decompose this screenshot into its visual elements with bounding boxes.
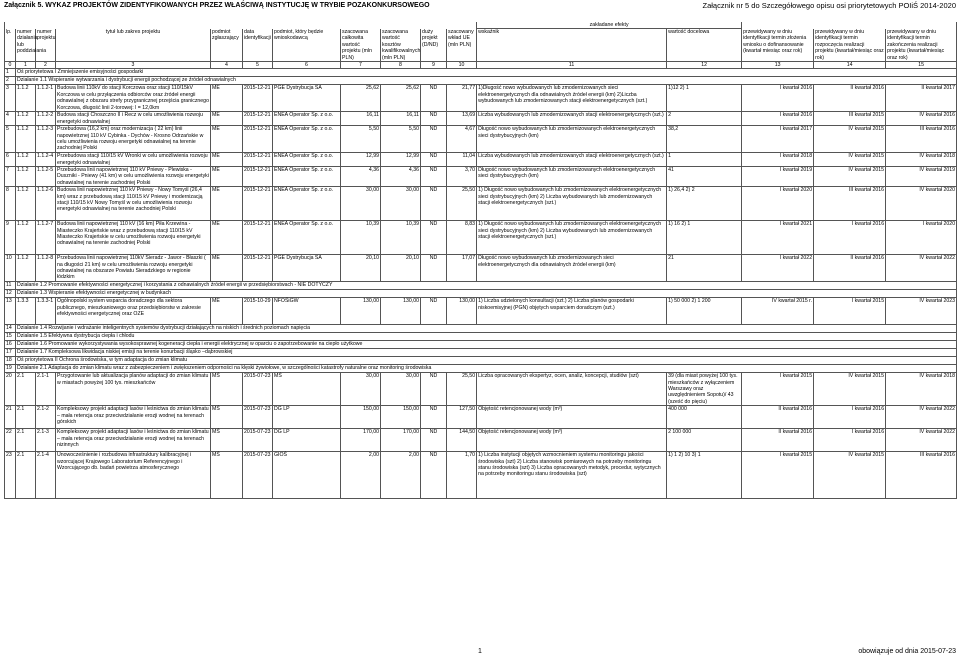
application-date: I kwartał 2015: [742, 373, 814, 406]
large-project-flag: ND: [421, 429, 447, 452]
project-number: 2.1-1: [36, 373, 56, 406]
action-number: 1.1.2: [16, 85, 36, 112]
end-date: IV kwartał 2023: [886, 298, 957, 325]
project-number: 1.1.2-5: [36, 166, 56, 186]
identification-date: 2015-12-21: [243, 112, 273, 126]
project-number: 2.1-3: [36, 429, 56, 452]
section-title: Działanie 1.1 Wspieranie wytwarzania i dystrybucji energii pochodzącej ze źródeł odnawialnych: [16, 77, 957, 85]
col-number: 11: [477, 61, 667, 68]
project-title: Budowa linii 110kV do stacji Korczowa oraz stacji 110/15kV Korczowa w celu przyłączenia odbiorców oraz źródeł energii odnawialnej z obszaru strefy przygranicznej przejścia granicznego Korczowa, długość linii 2-torowej: l = 12,0km: [57, 85, 209, 111]
identification-date: 2015-12-21: [243, 166, 273, 186]
row-number: 7: [5, 166, 16, 186]
eu-contribution: 25,50: [447, 373, 477, 406]
start-date: I kwartał 2016: [814, 406, 886, 429]
applicant: PGE Dystrybucja SA: [273, 85, 341, 112]
end-date: IV kwartał 2018: [886, 373, 957, 406]
section-title: Działanie 2.1 Adaptacja do zmian klimatu wraz z zabezpieczeniem i zwiększeniem odporności na klęski żywiołowe, w szczególności katastrofy naturalne oraz monitoring środowiska: [16, 365, 957, 373]
eligible-costs: 12,99: [381, 153, 421, 167]
appendix-note: Załącznik nr 5 do Szczegółowego opisu osi priorytetowych POIiŚ 2014-2020: [702, 1, 956, 10]
total-value: 5,50: [341, 126, 381, 153]
submitter: ME: [211, 85, 243, 112]
project-title: Przebudowa linii napowietrznej 110 kV Pniewy - Plewiska - Duszniki - Pniewy (41 km) w celu umożliwienia rozwoju energetyki odnawialnej na terenie zachodniej Polski: [57, 166, 209, 186]
project-title: Kompleksowy projekt adaptacji lasów i leśnictwa do zmian klimatu – mała retencja oraz przeciwdziałanie erozji wodnej na terenach nizinnych: [56, 429, 211, 452]
header-target-value: wartość docelowa: [667, 29, 742, 62]
applicant: ENEA Operator Sp. z o.o.: [273, 187, 341, 221]
application-date: I kwartał 2015: [742, 452, 814, 499]
row-number: 13: [5, 298, 16, 325]
section-title: Oś priorytetowa I Zmniejszenie emisyjności gospodarki: [16, 69, 957, 77]
end-date: III kwartał 2016: [886, 452, 957, 499]
header-effects-group: zakładane efekty: [477, 22, 742, 29]
target-value: 1) 50 000 2) 1 200: [667, 298, 742, 325]
submitter: ME: [211, 112, 243, 126]
applicant: DG LP: [273, 406, 341, 429]
project-row: [5, 187, 957, 221]
section-row: [5, 341, 957, 349]
action-number: 1.1.2: [16, 255, 36, 282]
header-eu-contribution: szacowany wkład UE (mln PLN): [447, 29, 477, 62]
project-title: Przebudowa (16,2 km) oraz modernizacja ( 22 km) linii napowietrznej 110 kV Cybinka - Dychów - Krosno Odrzańskie w celu umożliwienia rozwoju energetyki odnawialnej na terenie zachodniej Polski: [56, 126, 211, 153]
section-row: [5, 333, 957, 341]
large-project-flag: ND: [421, 166, 447, 186]
identification-date: 2015-12-21: [243, 221, 273, 255]
eligible-costs: 16,11: [381, 112, 421, 126]
row-number: 14: [5, 325, 16, 333]
indicator: Objętość retencjonowanej wody (m³): [477, 429, 667, 452]
header-action-number: numer działania lub poddziałania: [16, 29, 36, 62]
project-number: 1.1.2-4: [36, 153, 56, 167]
indicator: 1)Długość nowo wybudowanych lub zmodernizowanych sieci elektroenergetycznych dla odnawialnych źródeł energii (km) 2)Liczba wybudowanych lub zmodernizowanych stacji elektroenergetycznych (szt.): [477, 85, 667, 112]
target-value: 2: [667, 112, 742, 126]
target-value: 1)12 2) 1: [667, 85, 742, 112]
section-title: Działanie 1.3 Wspieranie efektywności energetycznej w budynkach: [16, 290, 957, 298]
end-date: II kwartał 2017: [886, 85, 957, 112]
row-number: 22: [5, 429, 16, 452]
eu-contribution: 13,69: [447, 112, 477, 126]
eligible-costs: 150,00: [381, 406, 421, 429]
applicant: ENEA Operator Sp. z o.o.: [273, 166, 341, 186]
total-value: 25,62: [341, 85, 381, 112]
row-number: 1: [5, 69, 16, 77]
col-number: 9: [421, 61, 447, 68]
project-number: 2.1-4: [36, 452, 56, 499]
start-date: IV kwartał 2015: [814, 126, 886, 153]
submitter: ME: [211, 166, 243, 186]
end-date: IV kwartał 2022: [886, 429, 957, 452]
header-eligible-costs: szacowana wartość kosztów kwalifikowalnych (mln PLN): [382, 28, 421, 61]
eligible-costs: 170,00: [381, 429, 421, 452]
col-number: 12: [667, 61, 742, 68]
section-row: [5, 365, 957, 373]
total-value: 10,39: [341, 221, 381, 255]
end-date: IV kwartał 2016: [886, 112, 957, 126]
project-number: 1.1.2-6: [36, 187, 56, 221]
eligible-costs: 5,50: [381, 126, 421, 153]
project-row: [5, 298, 957, 325]
row-number: 10: [5, 255, 16, 282]
start-date: II kwartał 2016: [814, 255, 886, 282]
applicant: MŚ: [273, 373, 341, 406]
applicant: ENEA Operator Sp. z o.o.: [273, 126, 341, 153]
large-project-flag: ND: [421, 298, 447, 325]
action-number: 1.1.2: [16, 166, 36, 186]
end-date: IV kwartał 2020: [886, 187, 957, 221]
indicator: Liczba opracowanych ekspertyz, ocen, analiz, koncepcji, studiów (szt): [477, 373, 667, 406]
row-number: 3: [5, 85, 16, 112]
eu-contribution: 144,50: [447, 429, 477, 452]
eu-contribution: 127,50: [447, 406, 477, 429]
indicator: Liczba wybudowanych lub zmodernizowanych stacji elektroenergetycznych (szt.): [477, 153, 667, 167]
start-date: IV kwartał 2015: [814, 373, 886, 406]
project-row: [5, 126, 957, 153]
indicator: Liczba wybudowanych lub zmodernizowanych stacji elektroenergetycznych (szt.): [477, 112, 667, 126]
end-date: I kwartał 2020: [886, 221, 957, 255]
project-title: Przygotowanie lub aktualizacja planów adaptacji do zmian klimatu w miastach powyżej 100 tys. mieszkańców: [56, 373, 211, 406]
indicator: 1) Liczba instytucji objętych wzmocnieniem systemu monitoringu jakości środowiska (szt) 2) Liczba stanowisk pomiarowych na potrzeby monitoringu stanu środowiska (szt) 3) Liczba opracowanych metodyk, procedur, wytycznych na potrzeby monitoringu stanu środowiska (szt): [477, 452, 667, 499]
section-row: [5, 77, 957, 85]
eligible-costs: 30,00: [381, 187, 421, 221]
applicant: ENEA Operator Sp. z o.o.: [273, 112, 341, 126]
section-row: [5, 290, 957, 298]
action-number: 2.1: [16, 452, 36, 499]
col-number: 10: [447, 61, 477, 68]
project-title: Budowa linii napowietrznej 110 kV (16 km) Piła Krzewina - Miasteczko Krajeńskie wraz z przebudową stacji 110/15 kV Miasteczko Krajeńskie w celu umożliwienia rozwoju energetyki odnawialnej na terenie zachodniej Polski: [56, 221, 211, 255]
section-title: Oś priorytetowa II Ochrona środowiska, w tym adaptacja do zmian klimatu: [16, 357, 957, 365]
large-project-flag: ND: [421, 153, 447, 167]
large-project-flag: ND: [421, 187, 447, 221]
application-date: I kwartał 2022: [742, 255, 814, 282]
end-date: IV kwartał 2019: [886, 166, 957, 186]
action-number: 2.1: [16, 406, 36, 429]
col-number: 15: [886, 61, 957, 68]
row-number: 9: [5, 221, 16, 255]
applicant: NFOŚiGW: [273, 298, 341, 325]
identification-date: 2015-12-21: [243, 153, 273, 167]
identification-date: 2015-07-23: [243, 373, 273, 406]
row-number: 23: [5, 452, 16, 499]
header-large-project: duży projekt (D/ND): [421, 29, 447, 62]
header-project-title: tytuł lub zakres projektu: [56, 29, 211, 62]
eu-contribution: 25,50: [447, 187, 477, 221]
col-number: 0: [5, 61, 16, 68]
eligible-costs: 10,39: [381, 221, 421, 255]
col-number: 13: [742, 61, 814, 68]
start-date: I kwartał 2015: [814, 298, 886, 325]
eu-contribution: 21,77: [447, 85, 477, 112]
identification-date: 2015-12-21: [243, 126, 273, 153]
header-applicant: podmiot, który będzie wnioskodawcą: [273, 29, 341, 62]
section-row: [5, 325, 957, 333]
eu-contribution: 17,07: [447, 255, 477, 282]
large-project-flag: ND: [421, 255, 447, 282]
end-date: III kwartał 2016: [886, 126, 957, 153]
row-number: 21: [5, 406, 16, 429]
eu-contribution: 4,67: [447, 126, 477, 153]
applicant: DG LP: [273, 429, 341, 452]
application-date: I kwartał 2020: [742, 187, 814, 221]
project-row: [5, 373, 957, 406]
identification-date: 2015-07-23: [243, 429, 273, 452]
col-number: 7: [341, 61, 381, 68]
header-total-value: szacowana całkowita wartość projektu (mln PLN): [341, 29, 381, 62]
total-value: 30,00: [341, 373, 381, 406]
eu-contribution: 3,70: [447, 166, 477, 186]
eligible-costs: 4,36: [381, 166, 421, 186]
submitter: ME: [211, 187, 243, 221]
target-value: 1: [667, 153, 742, 167]
submitter: ME: [211, 298, 243, 325]
col-number: 6: [273, 61, 341, 68]
col-number: 1: [16, 61, 36, 68]
identification-date: 2015-12-21: [243, 85, 273, 112]
col-number: 8: [381, 61, 421, 68]
effective-date: obowiązuje od dnia 2015-07-23: [858, 648, 956, 655]
total-value: 16,11: [341, 112, 381, 126]
project-title: Przebudowa linii napowietrznej 110kV Sieradz - Jawor - Błaszki ( na długości 21 km) w celu umożliwienia rozwoju energetyki odnawialnej na obszarze Powiatu Sieradzkiego w regionie łódzkim: [56, 255, 211, 282]
header-lp: lp.: [5, 29, 16, 62]
total-value: 2,00: [341, 452, 381, 499]
eligible-costs: 130,00: [381, 298, 421, 325]
start-date: III kwartał 2015: [814, 112, 886, 126]
header-project-number: numer projektu: [36, 29, 56, 62]
total-value: 30,00: [341, 187, 381, 221]
applicant: GIOŚ: [273, 452, 341, 499]
action-number: 1.1.2: [16, 187, 36, 221]
applicant: ENEA Operator Sp. z o.o.: [273, 221, 341, 255]
indicator: 1) Długość nowo wybudowanych lub zmodernizowanych elektroenergetycznych sieci dystrybucyjnych (km) 2) Liczba wybudowanych lub zmodernizowanych stacji elektroenergetycznych (szt.): [477, 221, 667, 255]
target-value: 400 000: [667, 406, 742, 429]
project-title: Unowocześnienie i rozbudowa infrastruktury kalibracyjnej i wzorcującej Krajowego Laboratorium Referencyjnego i Wzorcującego db. badań powietrza atmosferycznego: [56, 452, 211, 499]
application-date: I kwartał 2017: [742, 126, 814, 153]
eu-contribution: 8,83: [447, 221, 477, 255]
col-number: 2: [36, 61, 56, 68]
section-title: Działanie 1.6 Promowanie wykorzystywania wysokosprawnej kogeneracji ciepła i energii elektrycznej w oparciu o zapotrzebowanie na ciepło użytkowe: [16, 341, 957, 349]
section-title: Działanie 1.5 Efektywna dystrybucja ciepła i chłodu: [16, 333, 957, 341]
application-date: I kwartał 2016: [742, 85, 814, 112]
action-number: 1.3.3: [16, 298, 36, 325]
total-value: 12,99: [341, 153, 381, 167]
row-number: 8: [5, 187, 16, 221]
section-title: Działanie 1.7 Kompleksowa likwidacja niskiej emisji na terenie konurbacji śląsko –dąbrowskiej: [16, 349, 957, 357]
start-date: IV kwartał 2015: [814, 153, 886, 167]
row-number: 12: [5, 290, 16, 298]
action-number: 1.1.2: [16, 112, 36, 126]
project-row: [5, 153, 957, 167]
header-start-date: przewidywany w dniu identyfikacji termin rozpoczęcia realizacji projektu (kwartał/miesiąc oraz rok): [815, 28, 884, 61]
row-number: 20: [5, 373, 16, 406]
project-number: 1.1.2-8: [36, 255, 56, 282]
row-number: 16: [5, 341, 16, 349]
indicator: Długość nowo wybudowanych lub zmodernizowanych sieci elektroenergetycznych dla odnawialnych źródeł energii (km): [477, 255, 667, 282]
row-number: 5: [5, 126, 16, 153]
submitter: MŚ: [211, 406, 243, 429]
row-number: 11: [5, 282, 16, 290]
eu-contribution: 11,04: [447, 153, 477, 167]
application-date: I kwartał 2018: [742, 153, 814, 167]
application-date: II kwartał 2016: [742, 406, 814, 429]
row-number: 18: [5, 357, 16, 365]
submitter: MŚ: [211, 429, 243, 452]
project-number: 1.1.2-7: [36, 221, 56, 255]
total-value: 4,36: [341, 166, 381, 186]
project-row: [5, 406, 957, 429]
indicator: Objętość retencjonowanej wody (m³): [477, 406, 667, 429]
end-date: IV kwartał 2018: [886, 153, 957, 167]
row-number: 6: [5, 153, 16, 167]
application-date: I kwartał 2021: [742, 221, 814, 255]
section-row: [5, 69, 957, 77]
start-date: IV kwartał 2015: [814, 452, 886, 499]
applicant: ENEA Operator Sp. z o.o.: [273, 153, 341, 167]
start-date: IV kwartał 2015: [814, 166, 886, 186]
target-value: 21: [667, 255, 742, 282]
section-title: Działanie 1.2 Promowanie efektywności energetycznej i korzystania z odnawialnych źródeł energii w przedsiębiorstwach - NIE DOTYCZY: [16, 282, 957, 290]
project-title: Budowa linii napowietrznej 110 kV Pniewy - Nowy Tomyśl (26,4 km) wraz z przebudową stacji 110/15 kV Pniewy i modernizacją stacji 110/15 kV Nowy Tomyśl w celu umożliwienia rozwoju energetyki odnawialnej na terenie zachodniej Polski: [56, 187, 211, 221]
row-number: 19: [5, 365, 16, 373]
submitter: ME: [211, 153, 243, 167]
target-value: 1) 16 2) 1: [667, 221, 742, 255]
action-number: 1.1.2: [16, 221, 36, 255]
application-date: II kwartał 2016: [742, 429, 814, 452]
col-number: 3: [56, 61, 211, 68]
header-submitter: podmiot zgłaszający: [211, 29, 243, 62]
row-number: 15: [5, 333, 16, 341]
project-number: 1.1.2-3: [36, 126, 56, 153]
section-row: [5, 282, 957, 290]
project-number: 1.3.3-1: [36, 298, 56, 325]
target-value: 38,2: [667, 126, 742, 153]
eligible-costs: 20,10: [381, 255, 421, 282]
total-value: 20,10: [341, 255, 381, 282]
project-row: [5, 112, 957, 126]
submitter: MŚ: [211, 452, 243, 499]
identification-date: 2015-07-23: [243, 452, 273, 499]
application-date: I kwartał 2016: [742, 112, 814, 126]
application-date: I kwartał 2019: [742, 166, 814, 186]
projects-table: [4, 22, 957, 499]
project-row: [5, 255, 957, 282]
start-date: I kwartał 2016: [814, 429, 886, 452]
project-title: Ogólnopolski system wsparcia doradczego dla sektora publicznego, mieszkaniowego oraz przedsiębiorstw w zakresie efektywności energetycznej oraz OZE: [56, 298, 211, 325]
large-project-flag: ND: [421, 221, 447, 255]
start-date: III kwartał 2016: [814, 187, 886, 221]
target-value: 2 100 000: [667, 429, 742, 452]
start-date: I kwartał 2016: [814, 221, 886, 255]
identification-date: 2015-12-21: [243, 255, 273, 282]
submitter: ME: [211, 126, 243, 153]
header-end-date: przewidywany w dniu identyfikacji termin zakończenia realizacji projektu (kwartał/miesiąc oraz rok): [886, 29, 957, 62]
project-row: [5, 452, 957, 499]
header-identification-date: data identyfikacji: [243, 29, 273, 62]
submitter: MŚ: [211, 373, 243, 406]
end-date: IV kwartał 2022: [886, 255, 957, 282]
large-project-flag: ND: [421, 112, 447, 126]
section-row: [5, 349, 957, 357]
col-number: 4: [211, 61, 243, 68]
col-number: 14: [814, 61, 886, 68]
application-date: IV kwartał 2015 r.: [742, 298, 814, 325]
project-row: [5, 166, 957, 186]
start-date: II kwartał 2016: [814, 85, 886, 112]
large-project-flag: ND: [421, 406, 447, 429]
total-value: 170,00: [341, 429, 381, 452]
identification-date: 2015-12-21: [243, 187, 273, 221]
header-indicator: wskaźnik: [477, 29, 667, 62]
action-number: 2.1: [16, 373, 36, 406]
document-title: Załącznik 5. WYKAZ PROJEKTÓW ZIDENTYFIKOWANYCH PRZEZ WŁAŚCIWĄ INSTYTUCJĘ W TRYBIE POZAKONKURSOWEGO: [4, 2, 430, 9]
project-row: [5, 221, 957, 255]
project-number: 1.1.2-2: [36, 112, 56, 126]
total-value: 130,00: [341, 298, 381, 325]
eu-contribution: 1,70: [447, 452, 477, 499]
eu-contribution: 130,00: [447, 298, 477, 325]
col-number: 5: [243, 61, 273, 68]
large-project-flag: ND: [421, 85, 447, 112]
header-application-date: przewidywany w dniu identyfikacji termin złożenia wniosku o dofinansowanie (kwartał miesiąc oraz rok): [742, 29, 814, 62]
row-number: 17: [5, 349, 16, 357]
section-title: Działanie 1.4 Rozwijanie i wdrażanie inteligentnych systemów dystrybucji działających na niskich i średnich poziomach napięcia: [16, 325, 957, 333]
indicator: 1) Liczba udzielonych konsultacji (szt.) 2) Liczba planów gospodarki niskoemisyjnej (PGN) objętych wsparciem doradczym (szt.): [477, 298, 667, 325]
identification-date: 2015-07-23: [243, 406, 273, 429]
project-row: [5, 429, 957, 452]
indicator: 1) Długość nowo wybudowanych lub zmodernizowanych elektroenergetycznych sieci dystrybucyjnych (km) 2) Liczba wybudowanych lub zmodernizowanych stacji elektroenergetycznych (szt.): [477, 187, 667, 221]
project-number: 2.1-2: [36, 406, 56, 429]
target-value: 1) 26,4 2) 2: [667, 187, 742, 221]
section-row: [5, 357, 957, 365]
eligible-costs: 2,00: [381, 452, 421, 499]
applicant: PGE Dystrybucja SA: [273, 255, 341, 282]
large-project-flag: ND: [421, 126, 447, 153]
target-value: 39 (dla miast powyżej 100 tys. mieszkańców z wyłączeniem Warszawy oraz uwzględnieniem Sopotu)/ 43 (sześć do pięciu): [667, 373, 742, 406]
indicator: Długość nowo wybudowanych lub zmodernizowanych elektroenergetycznych sieci dystrybucyjnych (km): [477, 166, 667, 186]
row-number: 2: [5, 77, 16, 85]
eligible-costs: 25,62: [381, 85, 421, 112]
action-number: 2.1: [16, 429, 36, 452]
submitter: ME: [211, 255, 243, 282]
large-project-flag: ND: [421, 452, 447, 499]
eligible-costs: 30,00: [381, 373, 421, 406]
submitter: ME: [211, 221, 243, 255]
project-title: Kompleksowy projekt adaptacji lasów i leśnictwa do zmian klimatu – mała retencja oraz przeciwdziałanie erozji wodnej na terenach górskich: [56, 406, 211, 429]
target-value: 1) 1 2) 10 3) 1: [667, 452, 742, 499]
action-number: 1.1.2: [16, 153, 36, 167]
column-number-row: [5, 61, 957, 68]
indicator: Długość nowo wybudowanych lub zmodernizowanych elektroenergetycznych sieci dystrybucyjnych (km): [477, 126, 667, 153]
project-row: [5, 85, 957, 112]
end-date: IV kwartał 2022: [886, 406, 957, 429]
action-number: 1.1.2: [16, 126, 36, 153]
page-number: 1: [478, 648, 482, 655]
project-title: Budowa stacji Choszczno II i Recz w celu umożliwienia rozwoju energetyki odnawialnej: [56, 112, 211, 126]
target-value: 41: [667, 166, 742, 186]
project-title: Przebudowa stacji 110/15 kV Wronki w celu umożliwienia rozwoju energetyki odnawialnej: [56, 153, 211, 167]
project-number: 1.1.2-1: [36, 85, 56, 112]
large-project-flag: ND: [421, 373, 447, 406]
total-value: 150,00: [341, 406, 381, 429]
row-number: 4: [5, 112, 16, 126]
identification-date: 2015-10-29: [243, 298, 273, 325]
